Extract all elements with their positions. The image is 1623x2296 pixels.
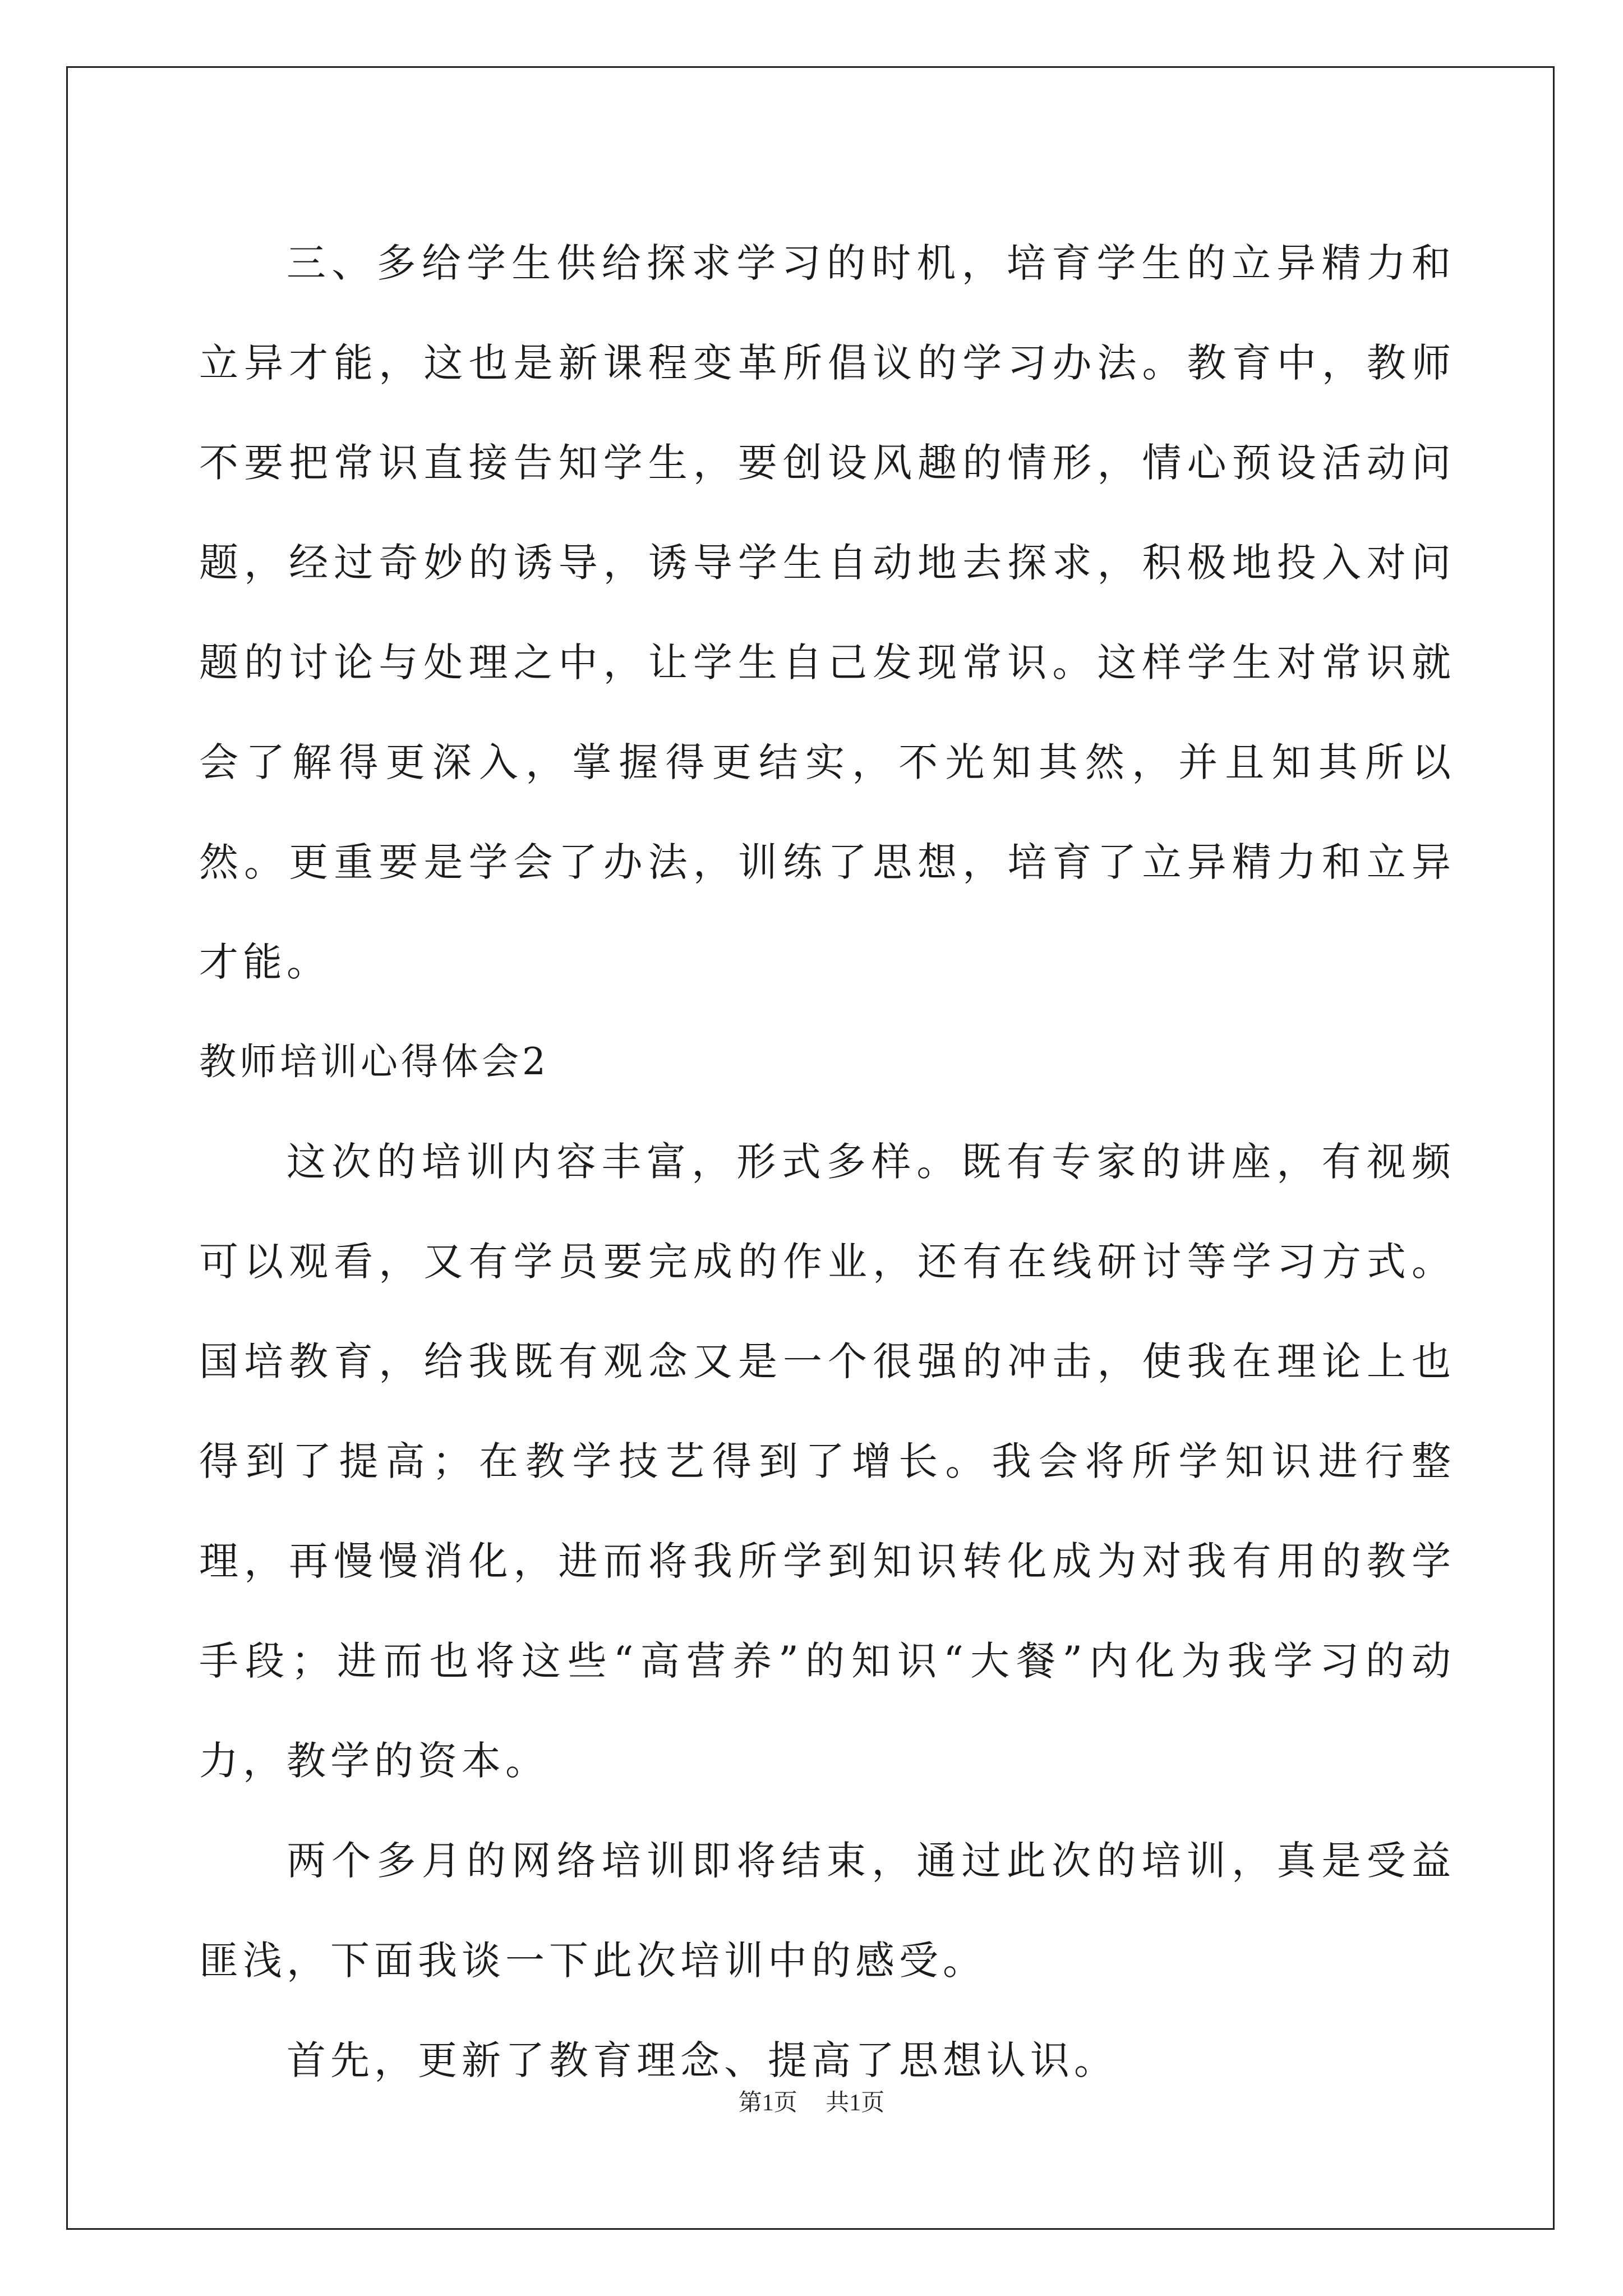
- paragraph: 这次的培训内容丰富，形式多样。既有专家的讲座，有视频可以观看，又有学员要完成的作业，还有在线研讨等学习方式。国培教育，给我既有观念又是一个很强的冲击，使我在理论上也得到了提高；在教学技艺得到了增长。我会将所学知识进行整理，再慢慢消化，进而将我所学到知识转化成为对我有用的教学手段；进而也将这些“高营养”的知识“大餐”内化为我学习的动力，教学的资本。: [199, 1139, 1455, 1784]
- paragraph: 首先，更新了教育理念、提高了思想认识。: [287, 2037, 1118, 2083]
- paragraph: 三、多给学生供给探求学习的时机，培育学生的立异精力和立异才能，这也是新课程变革所倡议的学习办法。教育中，教师不要把常识直接告知学生，要创设风趣的情形，情心预设活动问题，经过奇妙的诱导，诱导学生自动地去探求，积极地投入对问题的讨论与处理之中，让学生自己发现常识。这样学生对常识就会了解得更深入，掌握得更结实，不光知其然，并且知其所以然。更重要是学会了办法，训练了思想，培育了立异精力和立异才能。: [199, 240, 1455, 985]
- page-footer: 第1页 共1页: [738, 2090, 885, 2116]
- section-heading: 教师培训心得体会2: [199, 1040, 549, 1083]
- document-body: [199, 213, 1455, 2110]
- paragraph: 两个多月的网络培训即将结束，通过此次的培训，真是受益匪浅，下面我谈一下此次培训中的感受。: [199, 1838, 1455, 1984]
